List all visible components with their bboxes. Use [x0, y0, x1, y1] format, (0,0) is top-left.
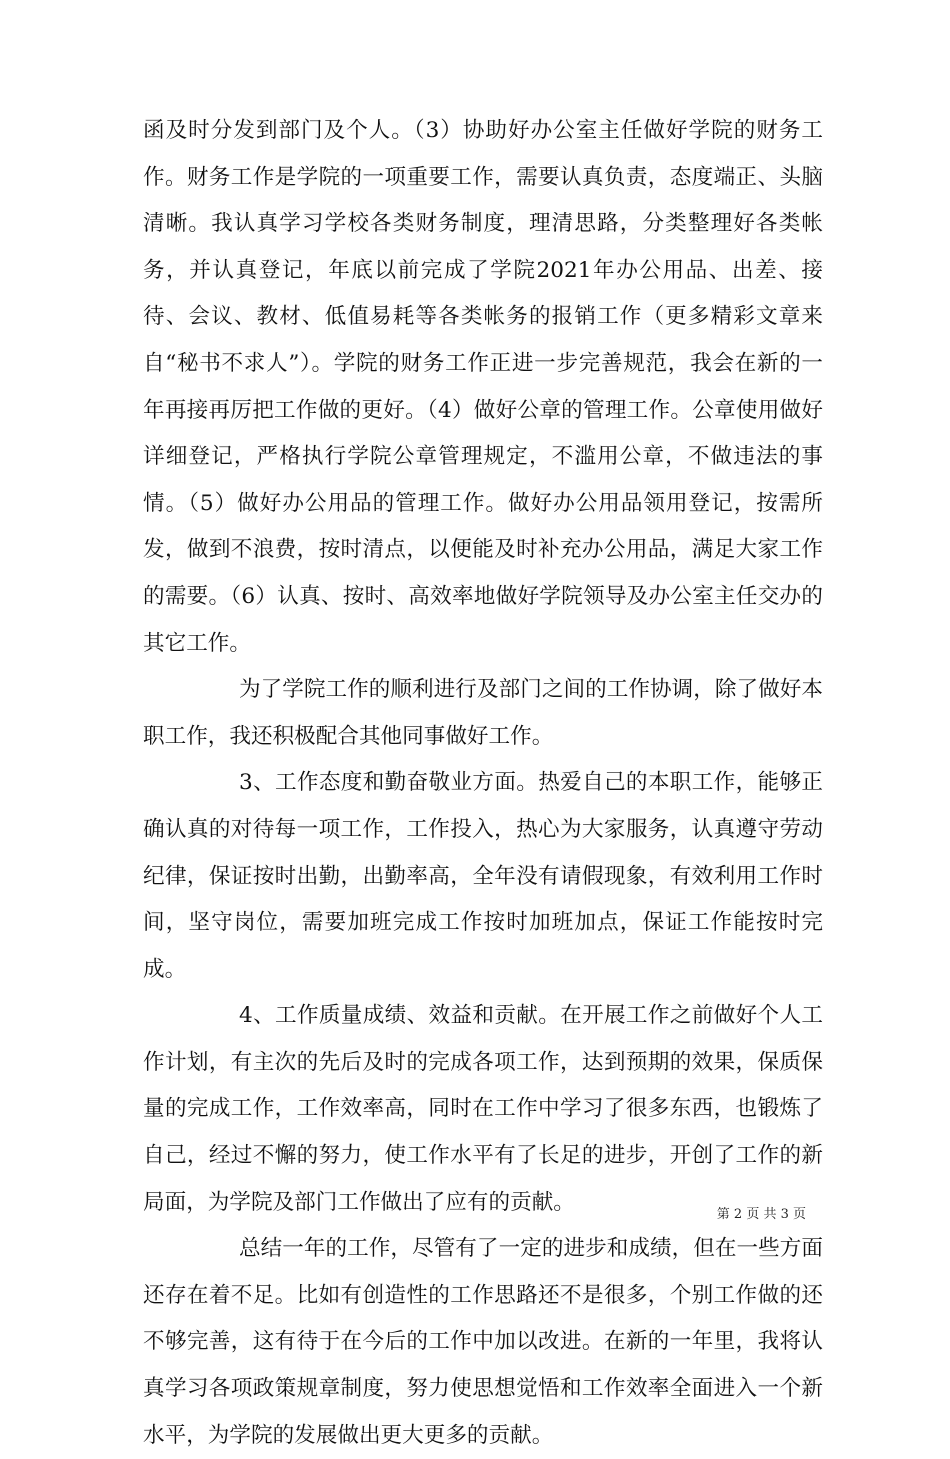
page-number-footer: 第 2 页 共 3 页 [716, 1207, 806, 1222]
paragraph-work-attitude: 3、工作态度和勤奋敬业方面。热爱自己的本职工作，能够正确认真的对待每一项工作，工作投入，热心为大家服务，认真遵守劳动纪律，保证按时出勤，出勤率高，全年没有请假现象，有效利用工作时间，坚守岗位，需要加班完成工作按时加班加点，保证工作能按时完成。 [143, 770, 823, 982]
document-body [143, 108, 823, 1459]
paragraph-summary: 总结一年的工作，尽管有了一定的进步和成绩，但在一些方面还存在着不足。比如有创造性的工作思路还不是很多，个别工作做的还不够完善，这有待于在今后的工作中加以改进。在新的一年里，我将认真学习各项政策规章制度，努力使思想觉悟和工作效率全面进入一个新水平，为学院的发展做出更大更多的贡献。 [143, 1236, 823, 1448]
paragraph-coordination: 为了学院工作的顺利进行及部门之间的工作协调，除了做好本职工作，我还积极配合其他同事做好工作。 [143, 677, 823, 749]
paragraph-work-quality: 4、工作质量成绩、效益和贡献。在开展工作之前做好个人工作计划，有主次的先后及时的完成各项工作，达到预期的效果，保质保量的完成工作，工作效率高，同时在工作中学习了很多东西，也锻炼了自己，经过不懈的努力，使工作水平有了长足的进步，开创了工作的新局面，为学院及部门工作做出了应有的贡献。 [143, 1003, 823, 1215]
paragraph-continuation: 函及时分发到部门及个人。（3）协助好办公室主任做好学院的财务工作。财务工作是学院的一项重要工作，需要认真负责，态度端正、头脑清晰。我认真学习学校各类财务制度，理清思路，分类整理好各类帐务，并认真登记，年底以前完成了学院2021年办公用品、出差、接待、会议、教材、低值易耗等各类帐务的报销工作（更多精彩文章来自“秘书不求人”）。学院的财务工作正进一步完善规范，我会在新的一年再接再厉把工作做的更好。（4）做好公章的管理工作。公章使用做好详细登记，严格执行学院公章管理规定，不滥用公章，不做违法的事情。（5）做好办公用品的管理工作。做好办公用品领用登记，按需所发，做到不浪费，按时清点，以便能及时补充办公用品，满足大家工作的需要。（6）认真、按时、高效率地做好学院领导及办公室主任交办的其它工作。 [143, 118, 823, 656]
